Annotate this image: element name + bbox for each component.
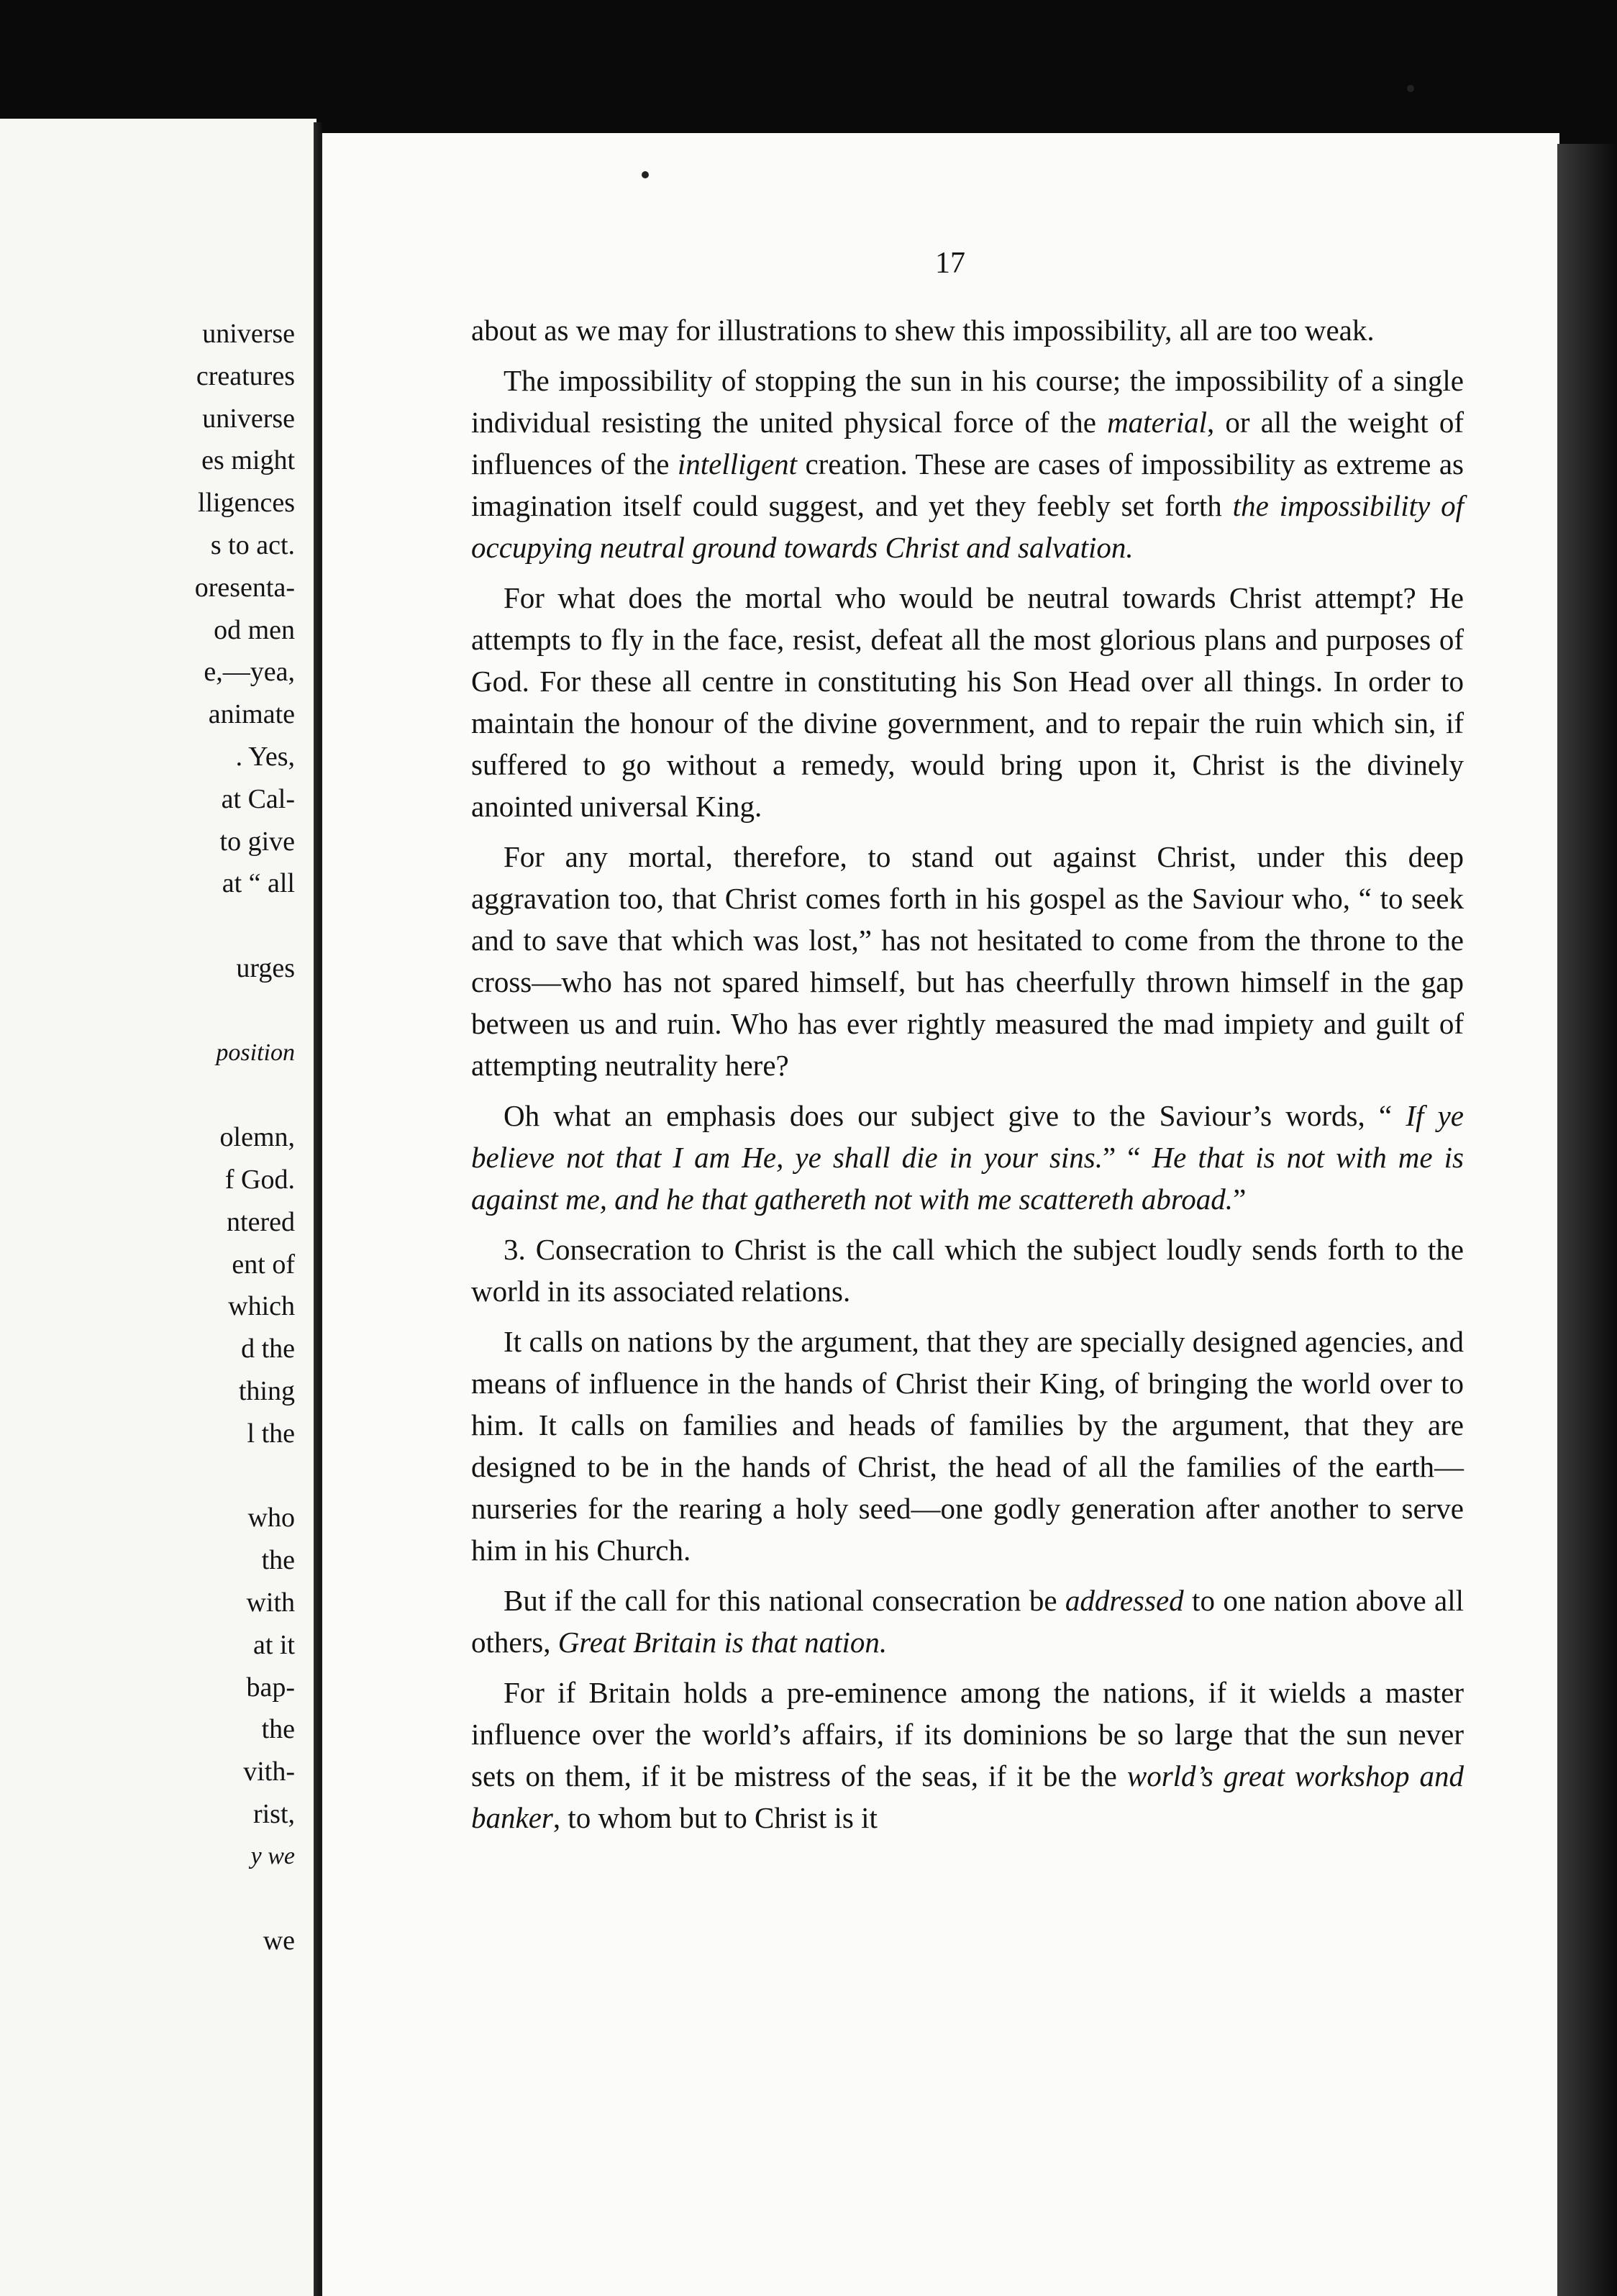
left-page-text xyxy=(0,313,295,1962)
text-run: Oh what an emphasis does our subject give to the Saviour’s words, “ xyxy=(504,1099,1406,1132)
left-fragment-line: s to act. xyxy=(210,529,295,560)
left-fragment-line: olemn, xyxy=(219,1122,295,1153)
body-text xyxy=(471,309,1464,1839)
italic-text: If ye believe not that I am He, ye shall die in your sins. xyxy=(471,1099,1464,1174)
left-fragment-line: ent of xyxy=(232,1249,295,1280)
text-run: about as we may for illustrations to shew this impossibility, all are too weak. xyxy=(471,314,1375,347)
left-fragment-line: ntered xyxy=(227,1206,295,1237)
italic-text: intelligent xyxy=(677,447,798,480)
page-number: 17 xyxy=(935,247,965,280)
text-run: ” “ xyxy=(1103,1141,1152,1174)
left-fragment-line: the xyxy=(261,1714,295,1745)
left-fragment-line xyxy=(0,1877,295,1920)
left-fragment-line: who xyxy=(247,1503,295,1534)
left-fragment-line: to give xyxy=(219,826,295,857)
left-fragment-line: od men xyxy=(214,614,295,645)
left-fragment-line: thing xyxy=(238,1375,295,1406)
left-fragment-line: d the xyxy=(241,1334,295,1365)
text-run: For if Britain holds a pre-eminence among the nations, if it wields a master influence over the world’s affairs, if its dominions be so large that the sun never sets on them, if it be mistress of the seas, if it be the xyxy=(471,1676,1464,1792)
text-run: 3. Consecration to Christ is the call which the subject loudly sends forth to the world in its associated relations. xyxy=(471,1233,1464,1308)
left-fragment-line: y we xyxy=(250,1842,295,1869)
text-run: But if the call for this national consecration be xyxy=(504,1584,1065,1617)
left-fragment-line: the xyxy=(261,1545,295,1576)
italic-text: addressed xyxy=(1065,1584,1184,1617)
left-fragment-line: animate xyxy=(208,699,295,730)
left-fragment-line xyxy=(0,905,295,947)
paragraph xyxy=(471,1095,1464,1220)
paragraph xyxy=(471,836,1464,1086)
text-run: , or all the weight of influences of the xyxy=(471,406,1464,480)
left-fragment-line: at it xyxy=(252,1629,295,1660)
left-page-fragment xyxy=(0,119,316,2296)
text-run: The impossibility of stopping the sun in his course; the impossibility of a single individual resisting the united physical force of the xyxy=(471,364,1464,439)
left-fragment-line: universe xyxy=(202,319,295,349)
italic-text: the impossibility of occupying neutral ground towards Christ and salvation. xyxy=(471,489,1465,564)
left-fragment-line xyxy=(0,990,295,1032)
text-run: to one nation above all others, xyxy=(471,1584,1464,1659)
ink-speck xyxy=(642,171,649,178)
paragraph xyxy=(471,1580,1464,1663)
text-run: For what does the mortal who would be neutral towards Christ attempt? He attempts to fly in the face, resist, defeat all the most glorious plans and purposes of God. For these all centre in constituting his Son Head over all things. In order to maintain the honour of the divine government, and to repair the ruin which sin, if suffered to go without a remedy, would bring upon it, Christ is the divinely anointed universal King. xyxy=(471,581,1464,823)
text-run: For any mortal, therefore, to stand out against Christ, under this deep aggravation too, that Christ comes forth in his gospel as the Saviour who, “ to seek and to save that which was lost,” has not hesitated to come from the throne to the cross—who has not spared himself, but has cheerfully thrown himself in the gap between us and ruin. Who has ever rightly measured the mad impiety and guilt of attempting neutrality here? xyxy=(471,840,1464,1082)
left-fragment-line: rist, xyxy=(252,1798,295,1829)
left-fragment-line: with xyxy=(246,1587,295,1618)
left-fragment-line: universe xyxy=(202,403,295,434)
italic-text: Great Britain is that nation. xyxy=(557,1626,888,1659)
paragraph xyxy=(471,1321,1464,1571)
left-fragment-line: l the xyxy=(247,1418,295,1449)
left-fragment-line: bap- xyxy=(246,1672,295,1703)
left-fragment-line: f God. xyxy=(224,1164,295,1195)
left-fragment-line xyxy=(0,1074,295,1116)
paragraph xyxy=(471,360,1464,568)
left-fragment-line: at Cal- xyxy=(221,783,295,814)
text-run: creation. These are cases of impossibility as extreme as imagination itself could suggest, and yet they feebly set forth xyxy=(471,447,1464,522)
paragraph xyxy=(471,1229,1464,1312)
left-fragment-line: . Yes, xyxy=(235,741,295,772)
left-fragment-line xyxy=(0,1455,295,1498)
italic-text: material xyxy=(1107,406,1208,439)
left-fragment-line: lligences xyxy=(197,488,295,519)
left-fragment-line: which xyxy=(228,1291,295,1322)
ink-speck xyxy=(1407,85,1414,92)
left-fragment-line: e,—yea, xyxy=(204,657,295,688)
left-fragment-line: vith- xyxy=(243,1757,295,1787)
paragraph xyxy=(471,1672,1464,1839)
text-run: , to whom but to Christ is it xyxy=(552,1801,878,1834)
left-fragment-line: es might xyxy=(201,445,295,476)
text-run: ” xyxy=(1233,1183,1247,1216)
text-run: It calls on nations by the argument, that they are specially designed agencies, and means of influence in the hands of Christ their King, of bringing the world over to him. It calls on families and heads of families by the argument, that they are designed to be in the hands of Christ, the head of all the families of the earth—nurseries for the rearing a holy seed—one godly generation after another to serve him in his Church. xyxy=(471,1325,1464,1567)
page-edge-shadow xyxy=(1557,144,1615,2296)
left-fragment-line: urges xyxy=(236,952,295,983)
left-fragment-line: creatures xyxy=(196,360,295,391)
left-fragment-line: at “ all xyxy=(222,868,295,899)
italic-text: world’s great workshop and banker xyxy=(471,1759,1465,1834)
left-fragment-line: we xyxy=(263,1926,295,1956)
paragraph xyxy=(471,577,1464,827)
italic-text: He that is not with me is against me, and he that gathereth not with me scattereth abroad. xyxy=(471,1141,1465,1216)
left-fragment-line: position xyxy=(216,1039,295,1066)
left-fragment-line: oresenta- xyxy=(194,572,295,603)
paragraph xyxy=(471,309,1464,351)
